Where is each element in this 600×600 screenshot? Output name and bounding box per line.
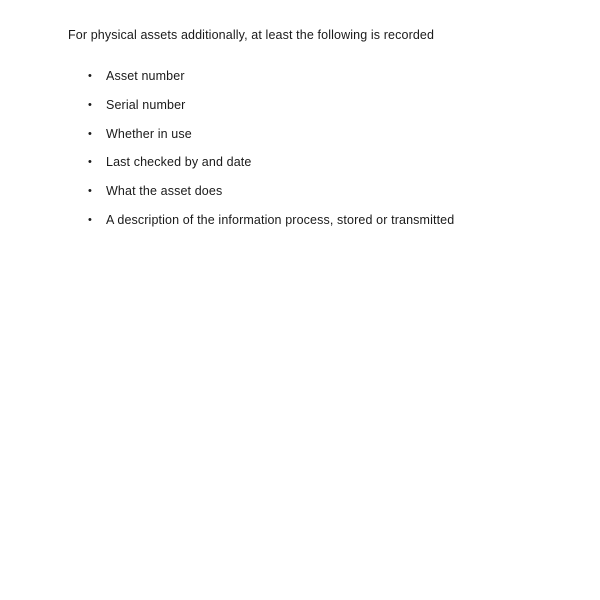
list-item-label: A description of the information process, stored or transmitted	[106, 212, 455, 227]
bullet-dot-icon: •	[88, 156, 92, 169]
list-item	[88, 69, 568, 98]
page-heading: For physical assets additionally, at least the following is recorded	[68, 28, 435, 42]
list-item-label: Whether in use	[106, 126, 192, 141]
list-item	[88, 127, 568, 156]
list-item	[88, 155, 568, 184]
list-item	[88, 213, 568, 242]
list-item-label: Serial number	[106, 97, 186, 112]
bullet-dot-icon: •	[88, 213, 92, 226]
list-item-label: What the asset does	[106, 184, 223, 199]
bullet-dot-icon: •	[88, 98, 92, 111]
list-item-label: Asset number	[106, 69, 185, 83]
bullet-dot-icon: •	[88, 127, 92, 140]
list-item	[88, 184, 568, 213]
bullet-dot-icon: •	[88, 70, 92, 82]
bullet-list	[88, 69, 568, 242]
list-item-label: Last checked by and date	[106, 155, 252, 170]
list-item	[88, 98, 568, 127]
bullet-dot-icon: •	[88, 185, 92, 198]
